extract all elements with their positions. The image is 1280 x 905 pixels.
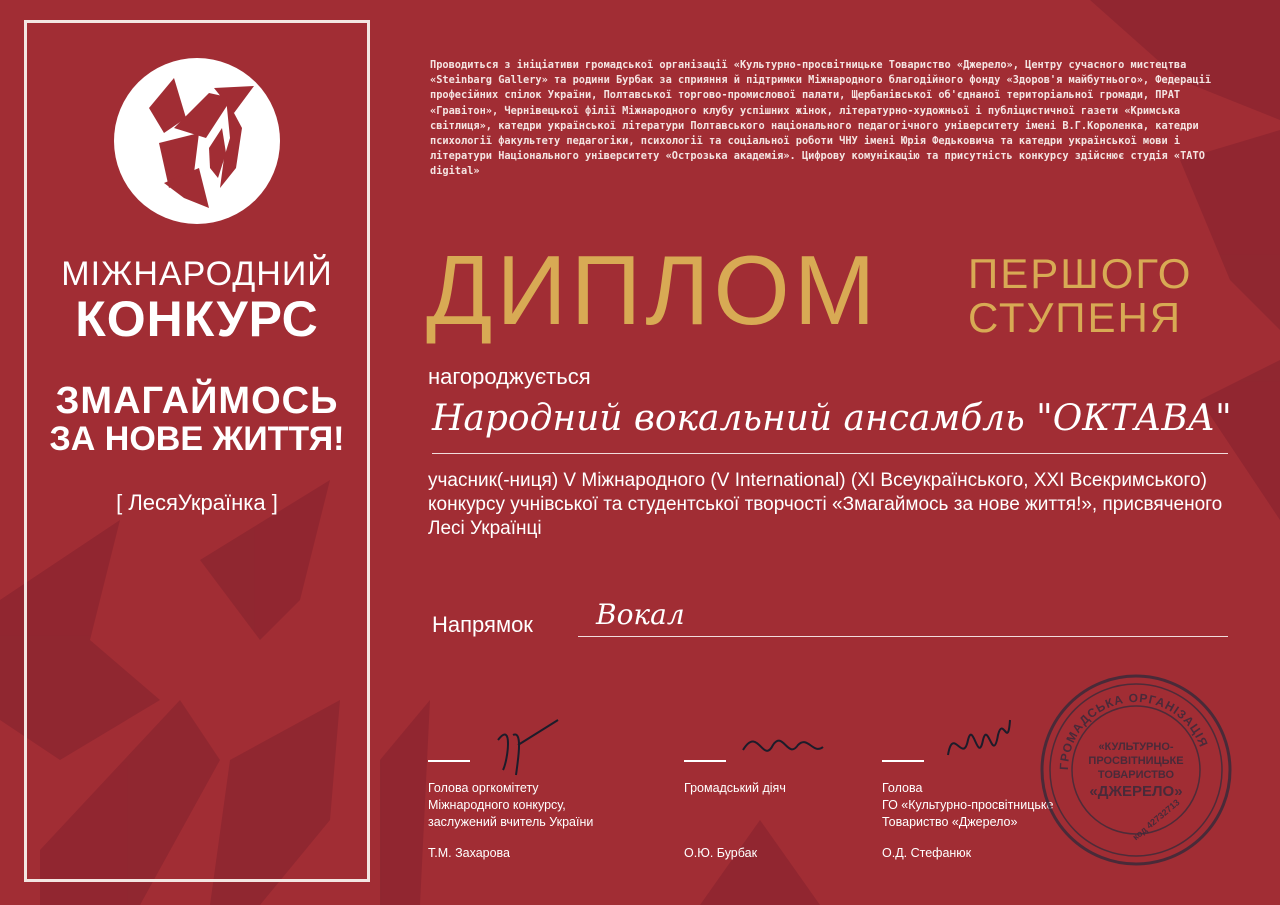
woman-profile-flower-logo-icon xyxy=(114,58,280,224)
signature-3-mark xyxy=(938,705,1018,785)
direction-value: Вокал xyxy=(596,598,685,631)
organization-stamp xyxy=(1038,672,1234,868)
diploma-title: ДИПЛОМ xyxy=(426,235,880,345)
signature-2-name: О.Ю. Бурбак xyxy=(684,846,758,860)
stamp-code: код 42732713 xyxy=(1130,797,1182,843)
signature-1-mark xyxy=(488,700,568,780)
stamp-outer-text: ГРОМАДСЬКА ОРГАНІЗАЦІЯ xyxy=(1056,690,1211,771)
contest-title-line1: МІЖНАРОДНИЙ xyxy=(61,255,333,293)
stamp-line2: ПРОСВІТНИЦЬКЕ xyxy=(1088,755,1184,767)
awarded-label: нагороджується xyxy=(428,364,591,389)
signature-3-name: О.Д. Стефанюк xyxy=(882,846,972,860)
slogan-line2: ЗА НОВЕ ЖИТТЯ! xyxy=(49,420,345,458)
signature-2-role: Громадський діяч xyxy=(684,781,786,795)
contest-title-line2: КОНКУРС xyxy=(75,291,319,347)
slogan-line1: ЗМАГАЙМОСЬ xyxy=(55,380,339,422)
direction-underline xyxy=(578,636,1228,637)
degree-line1: ПЕРШОГО xyxy=(968,250,1193,297)
degree-label xyxy=(968,252,1192,340)
recipient-underline xyxy=(432,453,1228,454)
logo xyxy=(114,58,280,224)
degree-line2: СТУПЕНЯ xyxy=(968,294,1183,341)
direction-label: Напрямок xyxy=(432,612,533,637)
recipient-name: Народний вокальний ансамбль "ОКТАВА" xyxy=(432,398,1232,439)
signature-line-2 xyxy=(684,760,726,762)
lesya-tag: [ ЛесяУкраїнка ] xyxy=(116,490,278,515)
organizers-intro-text: Проводиться з ініціативи громадської організації «Культурно-просвітницьке Товариство «Джерело», Центру сучасного мистецтва «Steinbarg Gallery» та родини Бурбак за сприяння й підтримки Міжнародного благодійного фонду «Здоров'я майбутнього», Федерації професійних спілок України, Полтавської торгово-промислової палати, Щербанівської об'єднаної територіальної громади, ПРАТ «Гравітон», Чернівецької філії Міжнародного клубу успішних жінок, літературно-художньої і публіцистичної газети «Кримська світлиця», катедри української літератури Полтавського національного педагогічного університету імені В.Г.Короленка, катедри психології факультету педагогіки, психології та соціальної роботи ЧНУ імені Юрія Федьковича та катедри української мови і літератури Національного університету «Острозька академія». Цифрову комунікацію та присутність конкурсу здійснює студія «TATO digital» xyxy=(430,59,1212,178)
participant-description: учасник(-ниця) V Міжнародного (V International) (ХІ Всеукраїнського, ХХІ Всекримського) конкурсу учнівської та студентської творчості «Змагаймось за нове життя!», присвяченого Лесі Українці xyxy=(428,470,1223,539)
signature-line-3 xyxy=(882,760,924,762)
signature-3-role: Голова ГО «Культурно-просвітницьке Товариство «Джерело» xyxy=(882,781,1054,829)
signature-2-mark xyxy=(738,715,828,775)
signature-1-role: Голова оргкомітету Міжнародного конкурсу, заслужений вчитель України xyxy=(428,781,594,829)
signature-line-1 xyxy=(428,760,470,762)
stamp-line1: «КУЛЬТУРНО- xyxy=(1098,741,1174,753)
stamp-line4: «ДЖЕРЕЛО» xyxy=(1089,783,1183,800)
stamp-line3: ТОВАРИСТВО xyxy=(1097,769,1175,781)
signature-1-name: Т.М. Захарова xyxy=(428,846,511,860)
